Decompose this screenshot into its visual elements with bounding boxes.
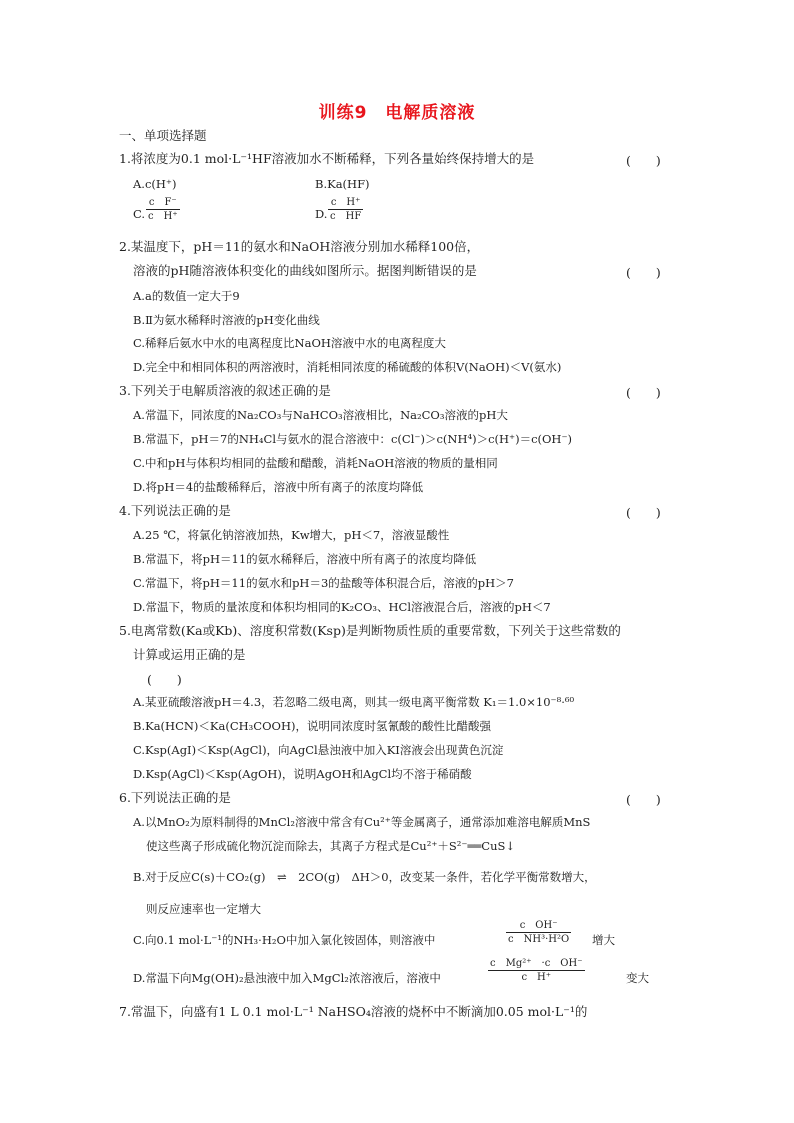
q6-option-a-line-2: 使这些离子形成硫化物沉淀而除去，其离子方程式是Cu²⁺＋S²⁻══CuS↓	[146, 839, 516, 853]
q4-option-c: C.常温下，将pH＝11的氨水和pH＝3的盐酸等体积混合后，溶液的pH＞7	[133, 576, 514, 590]
q2-option-a: A.a的数值一定大于9	[133, 289, 240, 303]
q2-option-c: C.稀释后氨水中水的电离程度比NaOH溶液中水的电离程度大	[133, 336, 446, 350]
fraction-numerator: c F⁻	[148, 197, 177, 208]
answer-blank-4: ( )	[626, 505, 661, 520]
q3-option-d: D.将pH＝4的盐酸稀释后，溶液中所有离子的浓度均降低	[133, 480, 424, 494]
q1-option-b: B.Ka(HF)	[315, 177, 370, 191]
q6-option-c-suffix: 增大	[592, 933, 615, 947]
q4-option-a: A.25 ℃，将氯化钠溶液加热，Kw增大，pH＜7，溶液显酸性	[133, 528, 450, 542]
question-2-stem-line-1: 2.某温度下，pH＝11的氨水和NaOH溶液分别加水稀释100倍，	[119, 239, 480, 254]
q3-option-c: C.中和pH与体积均相同的盐酸和醋酸，消耗NaOH溶液的物质的量相同	[133, 456, 498, 470]
q6-option-d-suffix: 变大	[626, 971, 649, 985]
q4-option-d: D.常温下，物质的量浓度和体积均相同的K₂CO₃、HCl溶液混合后，溶液的pH＜7	[133, 600, 551, 614]
fraction-bar	[146, 209, 180, 210]
question-3-stem: 3.下列关于电解质溶液的叙述正确的是	[119, 383, 331, 398]
q3-option-b: B.常温下，pH＝7的NH₄Cl与氨水的混合溶液中：c(Cl⁻)＞c(NH⁴)＞c(H⁺)＝c(OH⁻)	[133, 432, 573, 446]
q1-option-c-fraction	[146, 197, 180, 222]
fraction-bar	[506, 932, 571, 933]
q6-option-d-fraction	[488, 958, 585, 983]
fraction-numerator: c OH⁻	[519, 920, 558, 931]
page-title: 训练9 电解质溶液	[318, 103, 476, 123]
q6-option-c-text: C.向0.1 mol·L⁻¹的NH₃·H₂O中加入氯化铵固体，则溶液中	[133, 933, 436, 947]
q6-option-b-line-2: 则反应速率也一定增大	[146, 902, 261, 916]
fraction-denominator: c H⁺	[521, 972, 552, 983]
q6-option-c-fraction	[506, 920, 571, 945]
fraction-denominator: c HF	[330, 211, 362, 222]
question-2-stem-line-2: 溶液的pH随溶液体积变化的曲线如图所示。据图判断错误的是	[133, 263, 477, 278]
question-6-stem: 6.下列说法正确的是	[119, 790, 231, 805]
q4-option-b: B.常温下，将pH＝11的氨水稀释后，溶液中所有离子的浓度均降低	[133, 552, 477, 566]
q1-option-d-label: D.	[315, 207, 328, 221]
q1-option-c-label: C.	[133, 207, 146, 221]
q5-option-d: D.Ksp(AgCl)＜Ksp(AgOH)，说明AgOH和AgCl均不溶于稀硝酸	[133, 767, 472, 781]
answer-blank-6: ( )	[626, 792, 661, 807]
answer-blank-5: ( )	[147, 672, 182, 687]
fraction-bar	[488, 970, 585, 971]
answer-blank-1: ( )	[626, 153, 661, 168]
answer-blank-3: ( )	[626, 385, 661, 400]
q6-option-a-line-1: A.以MnO₂为原料制得的MnCl₂溶液中常含有Cu²⁺等金属离子，通常添加难溶电解质MnS	[133, 815, 591, 829]
answer-blank-2: ( )	[626, 265, 661, 280]
q2-option-d: D.完全中和相同体积的两溶液时，消耗相同浓度的稀硫酸的体积V(NaOH)＜V(氨水)	[133, 360, 562, 374]
q2-option-b: B.Ⅱ为氨水稀释时溶液的pH变化曲线	[133, 313, 320, 327]
question-5-stem-line-1: 5.电离常数(Ka或Kb)、溶度积常数(Ksp)是判断物质性质的重要常数，下列关于这些常数的	[119, 623, 621, 638]
fraction-numerator: c H⁺	[330, 197, 361, 208]
q5-option-b: B.Ka(HCN)＜Ka(CH₃COOH)，说明同浓度时氢氰酸的酸性比醋酸强	[133, 719, 491, 733]
question-7-stem: 7.常温下，向盛有1 L 0.1 mol·L⁻¹ NaHSO₄溶液的烧杯中不断滴加0.05 mol·L⁻¹的	[119, 1004, 588, 1019]
q1-option-d-fraction	[328, 197, 363, 222]
q5-option-c: C.Ksp(AgI)＜Ksp(AgCl)，向AgCl悬浊液中加入KI溶液会出现黄色沉淀	[133, 743, 504, 757]
q1-option-a: A.c(H⁺)	[133, 177, 177, 191]
q3-option-a: A.常温下，同浓度的Na₂CO₃与NaHCO₃溶液相比，Na₂CO₃溶液的pH大	[133, 408, 508, 422]
q6-option-b-line-1: B.对于反应C(s)＋CO₂(g) ⇌ 2CO(g) ΔH＞0，改变某一条件，若化学平衡常数增大，	[133, 870, 596, 884]
q6-option-d-text: D.常温下向Mg(OH)₂悬浊液中加入MgCl₂浓溶液后，溶液中	[133, 971, 441, 985]
fraction-denominator: c NH³·H²O	[508, 934, 570, 945]
question-4-stem: 4.下列说法正确的是	[119, 503, 231, 518]
q5-option-a: A.某亚硫酸溶液pH＝4.3，若忽略二级电离，则其一级电离平衡常数 K₁＝1.0×10⁻⁸·⁶⁰	[133, 695, 575, 709]
fraction-denominator: c H⁺	[148, 211, 178, 222]
fraction-bar	[328, 209, 363, 210]
section-heading: 一、单项选择题	[119, 128, 207, 143]
fraction-numerator: c Mg²⁺ ·c OH⁻	[490, 958, 583, 969]
question-1-stem: 1.将浓度为0.1 mol·L⁻¹HF溶液加水不断稀释，下列各量始终保持增大的是	[119, 151, 535, 166]
question-5-stem-line-2: 计算或运用正确的是	[133, 647, 246, 662]
